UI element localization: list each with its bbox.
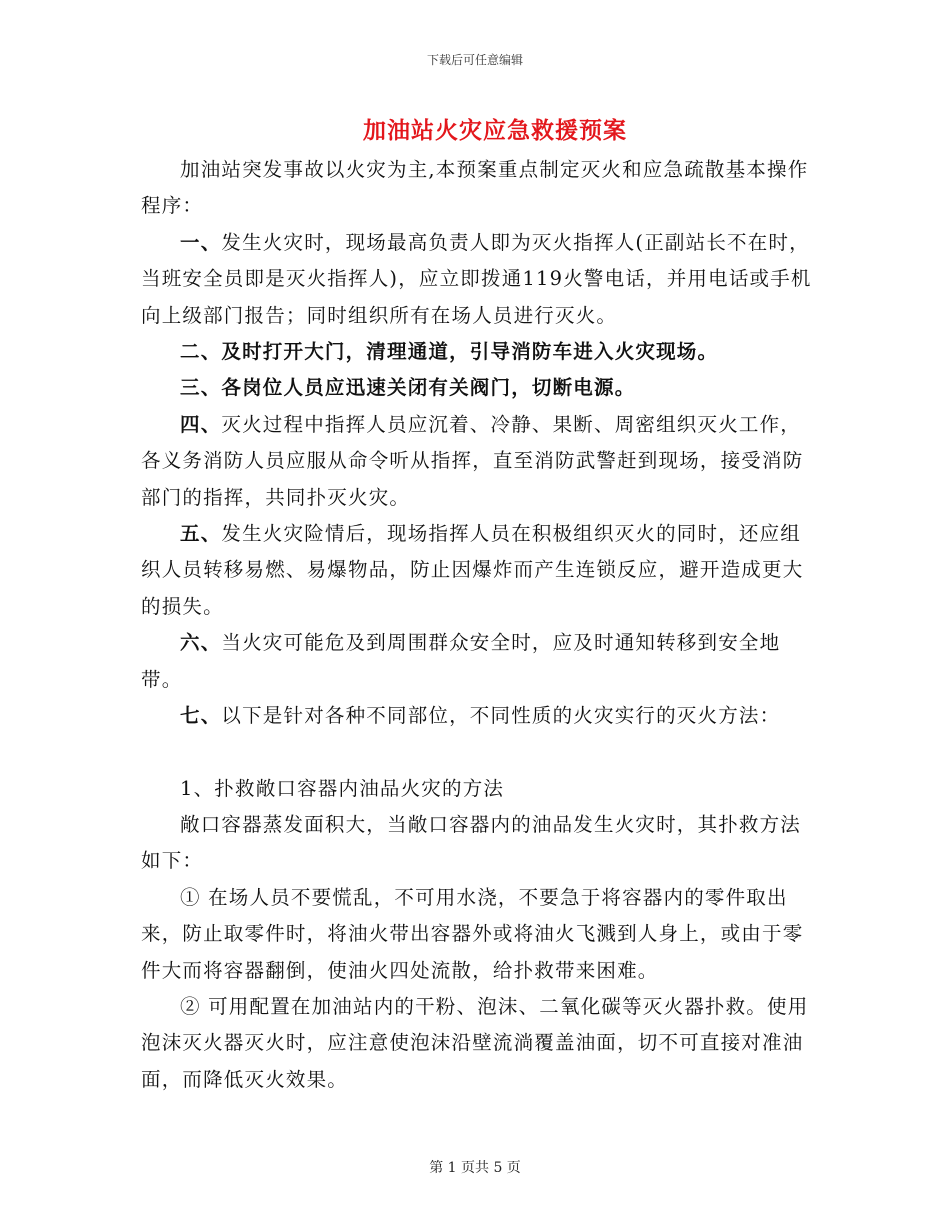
paragraph-spacer xyxy=(141,735,813,771)
paragraph-2: 二、及时打开大门，清理通道，引导消防车进入火灾现场。 xyxy=(180,340,719,364)
paragraph-5-text: 发生火灾险情后，现场指挥人员在积极组织灭火的同时，还应组织人员转移易燃、易爆物品，防止因爆炸而产生连锁反应，避开造成更大的损失。 xyxy=(141,522,804,618)
paragraph-7 xyxy=(141,698,813,734)
paragraph-1-text: 发生火灾时，现场最高负责人即为灭火指挥人(正副站长不在时，当班安全员即是灭火指挥人)，应立即拨通119火警电话，并用电话或手机向上级部门报告；同时组织所有在场人员进行灭火。 xyxy=(141,230,812,327)
paragraph-5 xyxy=(141,516,813,625)
paragraph-6 xyxy=(141,625,813,698)
paragraph-3: 三、各岗位人员应迅速关闭有关阀门，切断电源。 xyxy=(180,376,636,400)
page-header: 下载后可任意编辑 xyxy=(426,53,523,67)
document-body xyxy=(141,152,813,1098)
section-1-intro: 敞口容器蒸发面积大，当敞口容器内的油品发生火灾时，其扑救方法如下： xyxy=(141,812,802,873)
section-1-item-1: ① 在场人员不要慌乱，不可用水浇，不要急于将容器内的零件取出来，防止取零件时，将油火带出容器外或将油火飞溅到人身上，或由于零件大而将容器翻倒，使油火四处流散，给扑救带来困难。 xyxy=(141,885,804,982)
intro-paragraph: 加油站突发事故以火灾为主,本预案重点制定灭火和应急疏散基本操作程序： xyxy=(141,158,809,218)
paragraph-4 xyxy=(141,407,813,516)
section-1-heading: 1、扑救敞口容器内油品火灾的方法 xyxy=(180,776,505,800)
section-1-item-2: ② 可用配置在加油站内的干粉、泡沫、二氧化碳等灭火器扑救。使用泡沫灭火器灭火时，应注意使泡沫沿壁流淌覆盖油面，切不可直接对准油面，而降低灭火效果。 xyxy=(141,994,809,1091)
paragraph-7-text: 以下是针对各种不同部位，不同性质的火灾实行的灭火方法： xyxy=(221,704,781,728)
paragraph-6-lead: 六、 xyxy=(180,631,222,655)
paragraph-6-text: 当火灾可能危及到周围群众安全时，应及时通知转移到安全地带。 xyxy=(141,631,781,691)
document-title: 加油站火灾应急救援预案 xyxy=(363,117,627,144)
paragraph-1 xyxy=(141,225,813,334)
paragraph-7-lead: 七、 xyxy=(180,704,222,728)
paragraph-1-lead: 一、 xyxy=(180,230,222,254)
paragraph-4-text: 灭火过程中指挥人员应沉着、冷静、果断、周密组织灭火工作，各义务消防人员应服从命令听从指挥，直至消防武警赶到现场，接受消防部门的指挥，共同扑灭火灾。 xyxy=(141,412,804,509)
paragraph-4-lead: 四、 xyxy=(180,412,222,436)
page-footer: 第 1 页共 5 页 xyxy=(429,1160,521,1176)
paragraph-5-lead: 五、 xyxy=(180,522,222,546)
